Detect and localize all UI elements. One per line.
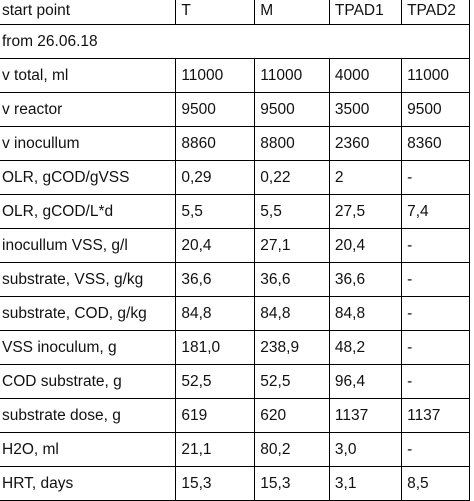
table-cell: 27,1 <box>255 229 330 263</box>
table-cell: 8800 <box>255 127 330 161</box>
table-row <box>0 229 470 263</box>
row-label: OLR, gCOD/gVSS <box>0 161 176 195</box>
table-cell: 0,22 <box>255 161 330 195</box>
table-row <box>0 263 470 297</box>
table-cell: - <box>402 297 470 331</box>
header-cell: TPAD2 <box>402 0 470 25</box>
row-label: substrate dose, g <box>0 399 176 433</box>
table-cell: 2360 <box>329 127 401 161</box>
table-cell: 8360 <box>402 127 470 161</box>
table-cell: 5,5 <box>255 195 330 229</box>
table-cell: 36,6 <box>329 263 401 297</box>
table-cell: 0,29 <box>176 161 255 195</box>
table-cell: 36,6 <box>255 263 330 297</box>
table-cell: 52,5 <box>176 365 255 399</box>
row-label: VSS inoculum, g <box>0 331 176 365</box>
table-cell: 15,3 <box>176 467 255 501</box>
row-label: substrate, COD, g/kg <box>0 297 176 331</box>
table-cell: 5,5 <box>176 195 255 229</box>
table-cell: 11000 <box>402 59 470 93</box>
table-cell: 3,0 <box>329 433 401 467</box>
table-row <box>0 433 470 467</box>
table-cell: - <box>402 263 470 297</box>
row-label: substrate, VSS, g/kg <box>0 263 176 297</box>
table-cell: 20,4 <box>176 229 255 263</box>
table-row <box>0 195 470 229</box>
table-cell: 15,3 <box>255 467 330 501</box>
table-cell: - <box>402 161 470 195</box>
table-cell: 8860 <box>176 127 255 161</box>
table-cell: 9500 <box>176 93 255 127</box>
table-cell: 21,1 <box>176 433 255 467</box>
table-cell: 3500 <box>329 93 401 127</box>
table-cell: 20,4 <box>329 229 401 263</box>
table-cell: 620 <box>255 399 330 433</box>
table-row <box>0 399 470 433</box>
table-cell: - <box>402 433 470 467</box>
table-cell: - <box>402 229 470 263</box>
table-row <box>0 297 470 331</box>
table-cell: - <box>402 331 470 365</box>
table-cell: - <box>402 365 470 399</box>
table-row <box>0 93 470 127</box>
table-cell: 3,1 <box>329 467 401 501</box>
table-cell: 36,6 <box>176 263 255 297</box>
header-cell: M <box>255 0 330 25</box>
section-row <box>0 25 470 59</box>
table-row <box>0 467 470 501</box>
header-cell: TPAD1 <box>329 0 401 25</box>
table-row <box>0 59 470 93</box>
table-cell: 1137 <box>402 399 470 433</box>
table-cell: 2 <box>329 161 401 195</box>
row-label: inocullum VSS, g/l <box>0 229 176 263</box>
table-cell: 52,5 <box>255 365 330 399</box>
header-cell: start point <box>0 0 176 25</box>
row-label: v reactor <box>0 93 176 127</box>
table-row <box>0 161 470 195</box>
table-cell: 181,0 <box>176 331 255 365</box>
table-cell: 84,8 <box>255 297 330 331</box>
table-cell: 80,2 <box>255 433 330 467</box>
table-row <box>0 127 470 161</box>
row-label: v inocullum <box>0 127 176 161</box>
table-cell: 4000 <box>329 59 401 93</box>
table-row <box>0 365 470 399</box>
row-label: v total, ml <box>0 59 176 93</box>
table-cell: 9500 <box>255 93 330 127</box>
header-cell: T <box>176 0 255 25</box>
table-cell: 1137 <box>329 399 401 433</box>
table-cell: 9500 <box>402 93 470 127</box>
table-cell: 11000 <box>255 59 330 93</box>
table-cell: 238,9 <box>255 331 330 365</box>
table-cell: 619 <box>176 399 255 433</box>
row-label: HRT, days <box>0 467 176 501</box>
table-cell: 96,4 <box>329 365 401 399</box>
row-label: OLR, gCOD/L*d <box>0 195 176 229</box>
table-cell: 8,5 <box>402 467 470 501</box>
table-cell: 84,8 <box>176 297 255 331</box>
header-row <box>0 0 470 25</box>
table-cell: 27,5 <box>329 195 401 229</box>
table-cell: 11000 <box>176 59 255 93</box>
table-cell: 84,8 <box>329 297 401 331</box>
table-cell: 48,2 <box>329 331 401 365</box>
row-label: H2O, ml <box>0 433 176 467</box>
table-cell: 7,4 <box>402 195 470 229</box>
section-label: from 26.06.18 <box>0 25 470 59</box>
row-label: COD substrate, g <box>0 365 176 399</box>
table-row <box>0 331 470 365</box>
